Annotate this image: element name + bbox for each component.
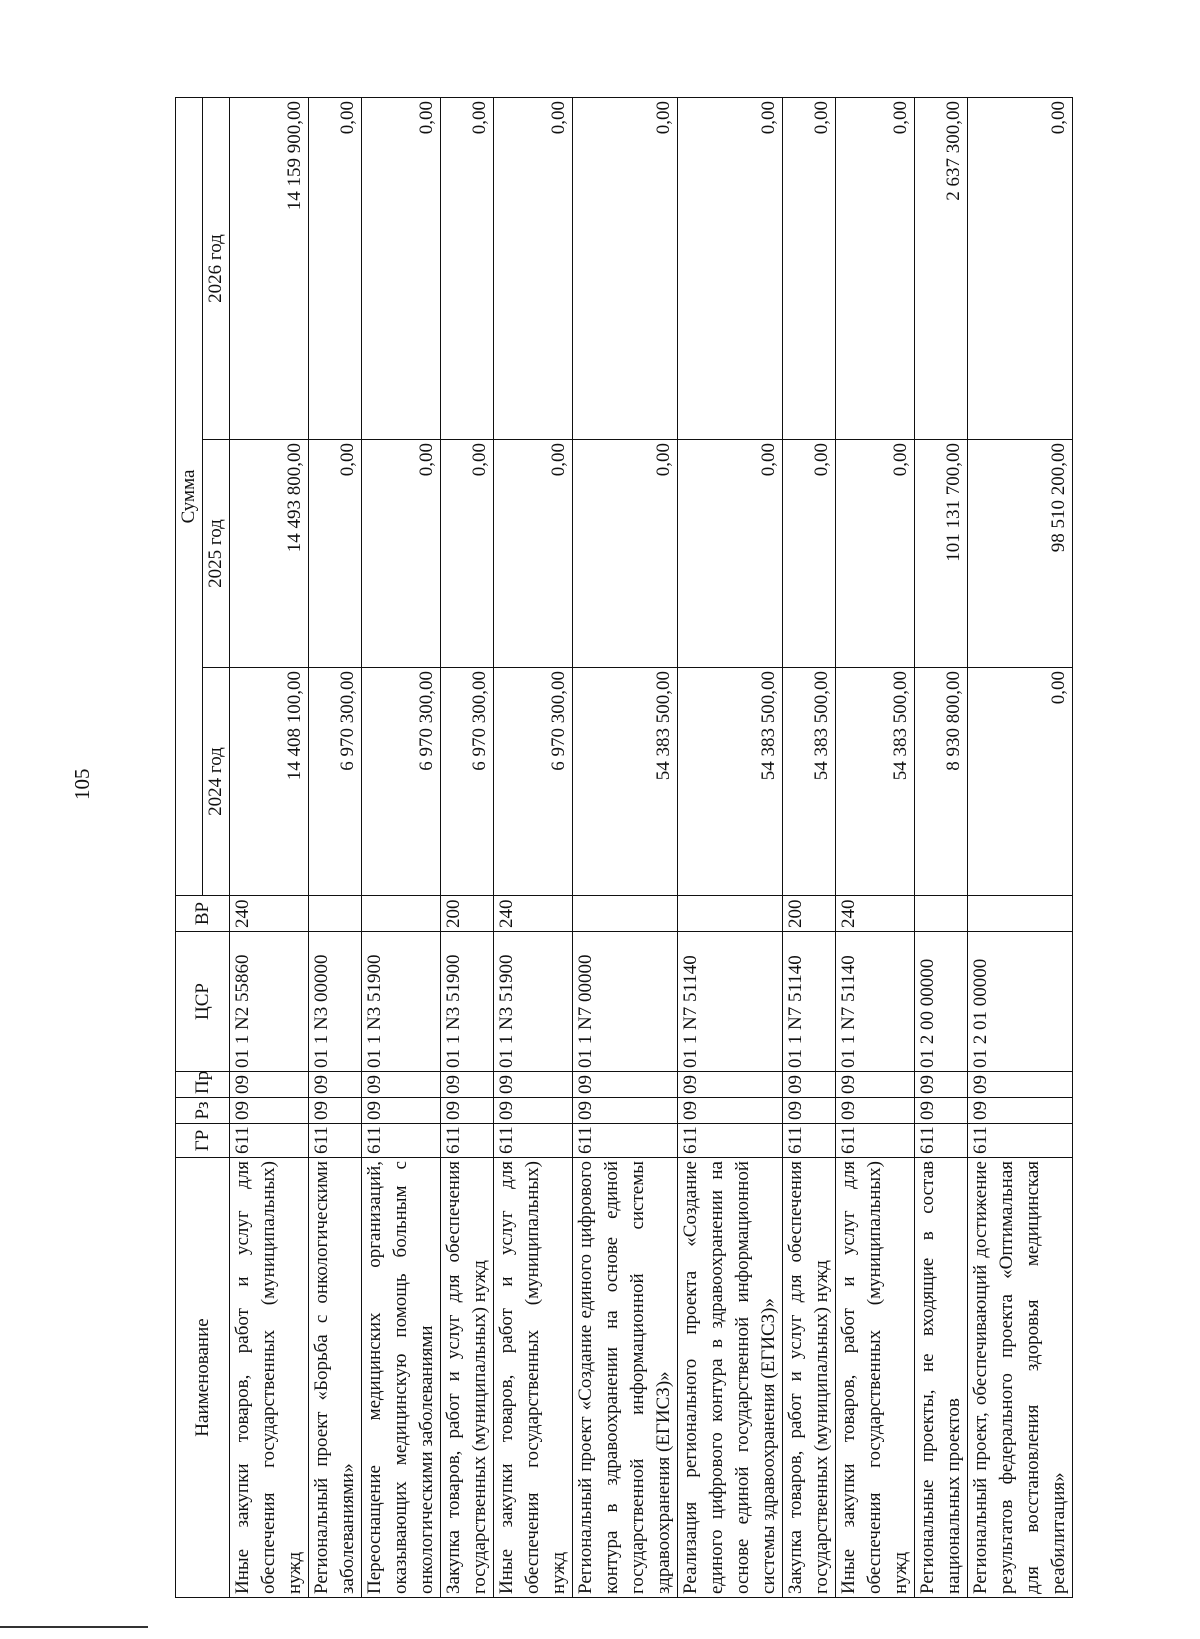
table-row xyxy=(783,97,836,1597)
row-2026: 0,00 xyxy=(362,97,441,439)
row-2024: 6 970 300,00 xyxy=(494,668,573,896)
row-2025: 0,00 xyxy=(678,440,783,668)
row-csr: 01 1 N3 51900 xyxy=(494,932,573,1072)
header-csr: ЦСР xyxy=(176,932,230,1072)
row-2026: 0,00 xyxy=(494,97,573,439)
table-row xyxy=(915,97,968,1597)
row-rz: 09 xyxy=(968,1098,1073,1124)
row-2026: 0,00 xyxy=(309,97,362,439)
row-rz: 09 xyxy=(915,1098,968,1124)
row-2024: 8 930 800,00 xyxy=(915,668,968,896)
row-pr: 09 xyxy=(494,1072,573,1098)
row-2025: 0,00 xyxy=(783,440,836,668)
row-gr: 611 xyxy=(915,1124,968,1158)
row-name: Закупка товаров, работ и услуг для обеспечения государственных (муниципальных) нужд xyxy=(441,1158,494,1598)
table-row xyxy=(230,97,309,1597)
table-row xyxy=(968,97,1073,1597)
header-vr: ВР xyxy=(176,896,230,932)
row-pr: 09 xyxy=(968,1072,1073,1098)
row-vr xyxy=(968,896,1073,932)
row-pr: 09 xyxy=(678,1072,783,1098)
row-csr: 01 1 N3 00000 xyxy=(309,932,362,1072)
row-pr: 09 xyxy=(441,1072,494,1098)
row-2026: 0,00 xyxy=(441,97,494,439)
row-name: Иные закупки товаров, работ и услуг для обеспечения государственных (муниципальных) нужд xyxy=(836,1158,915,1598)
row-rz: 09 xyxy=(441,1098,494,1124)
row-rz: 09 xyxy=(230,1098,309,1124)
row-2026: 0,00 xyxy=(783,97,836,439)
row-vr xyxy=(915,896,968,932)
row-csr: 01 1 N7 51140 xyxy=(783,932,836,1072)
row-csr: 01 1 N7 51140 xyxy=(836,932,915,1072)
row-2024: 6 970 300,00 xyxy=(309,668,362,896)
table-row xyxy=(836,97,915,1597)
row-2024: 54 383 500,00 xyxy=(836,668,915,896)
row-2026: 2 637 300,00 xyxy=(915,97,968,439)
row-gr: 611 xyxy=(678,1124,783,1158)
header-2024: 2024 год xyxy=(203,668,230,896)
row-csr: 01 1 N7 51140 xyxy=(678,932,783,1072)
row-gr: 611 xyxy=(783,1124,836,1158)
row-2026: 0,00 xyxy=(678,97,783,439)
row-csr: 01 1 N3 51900 xyxy=(362,932,441,1072)
row-rz: 09 xyxy=(494,1098,573,1124)
table-row xyxy=(678,97,783,1597)
row-csr: 01 1 N7 00000 xyxy=(573,932,678,1072)
row-name: Региональный проект «Борьба с онкологическими заболеваниями» xyxy=(309,1158,362,1598)
row-2025: 0,00 xyxy=(309,440,362,668)
row-vr: 240 xyxy=(836,896,915,932)
row-name: Реализация регионального проекта «Создание единого цифрового контура в здравоохранении на основе единой государственной информационной системы здравоохранения (ЕГИСЗ)» xyxy=(678,1158,783,1598)
row-gr: 611 xyxy=(494,1124,573,1158)
header-2025: 2025 год xyxy=(203,440,230,668)
row-rz: 09 xyxy=(362,1098,441,1124)
row-vr xyxy=(678,896,783,932)
table-row xyxy=(309,97,362,1597)
row-gr: 611 xyxy=(441,1124,494,1158)
row-rz: 09 xyxy=(836,1098,915,1124)
row-name: Региональный проект «Создание единого цифрового контура в здравоохранении на основе единой государственной информационной системы здравоохранения (ЕГИСЗ)» xyxy=(573,1158,678,1598)
row-pr: 09 xyxy=(362,1072,441,1098)
row-name: Закупка товаров, работ и услуг для обеспечения государственных (муниципальных) нужд xyxy=(783,1158,836,1598)
row-rz: 09 xyxy=(573,1098,678,1124)
row-2025: 0,00 xyxy=(836,440,915,668)
row-rz: 09 xyxy=(309,1098,362,1124)
page-number: 105 xyxy=(70,768,94,800)
row-gr: 611 xyxy=(968,1124,1073,1158)
row-pr: 09 xyxy=(573,1072,678,1098)
budget-table xyxy=(175,97,1073,1598)
row-name: Региональные проекты, не входящие в состав национальных проектов xyxy=(915,1158,968,1598)
row-name: Переоснащение медицинских организаций, оказывающих медицинскую помощь больным с онкологическими заболеваниями xyxy=(362,1158,441,1598)
row-2026: 14 159 900,00 xyxy=(230,97,309,439)
header-2026: 2026 год xyxy=(203,97,230,439)
row-gr: 611 xyxy=(230,1124,309,1158)
row-csr: 01 2 01 00000 xyxy=(968,932,1073,1072)
row-vr xyxy=(362,896,441,932)
row-2024: 54 383 500,00 xyxy=(678,668,783,896)
row-2025: 0,00 xyxy=(494,440,573,668)
row-vr: 200 xyxy=(441,896,494,932)
row-2025: 0,00 xyxy=(573,440,678,668)
row-vr: 240 xyxy=(230,896,309,932)
row-2025: 0,00 xyxy=(441,440,494,668)
row-2024: 0,00 xyxy=(968,668,1073,896)
row-2025: 101 131 700,00 xyxy=(915,440,968,668)
table-row xyxy=(573,97,678,1597)
row-pr: 09 xyxy=(836,1072,915,1098)
header-sum: Сумма xyxy=(176,97,203,895)
row-2026: 0,00 xyxy=(836,97,915,439)
row-2025: 98 510 200,00 xyxy=(968,440,1073,668)
row-csr: 01 1 N2 55860 xyxy=(230,932,309,1072)
row-gr: 611 xyxy=(836,1124,915,1158)
row-vr xyxy=(309,896,362,932)
row-rz: 09 xyxy=(783,1098,836,1124)
row-2026: 0,00 xyxy=(573,97,678,439)
row-2024: 54 383 500,00 xyxy=(783,668,836,896)
row-pr: 09 xyxy=(915,1072,968,1098)
row-2026: 0,00 xyxy=(968,97,1073,439)
row-2025: 14 493 800,00 xyxy=(230,440,309,668)
row-name: Региональный проект, обеспечивающий достижение результатов федерального проекта «Оптимальная для восстановления здоровья медицинская реабилитация» xyxy=(968,1158,1073,1598)
row-name: Иные закупки товаров, работ и услуг для обеспечения государственных (муниципальных) нужд xyxy=(230,1158,309,1598)
row-2024: 54 383 500,00 xyxy=(573,668,678,896)
budget-table-container xyxy=(175,98,1073,1598)
row-gr: 611 xyxy=(573,1124,678,1158)
row-2024: 14 408 100,00 xyxy=(230,668,309,896)
row-vr xyxy=(573,896,678,932)
header-gr: ГР xyxy=(176,1124,230,1158)
row-pr: 09 xyxy=(230,1072,309,1098)
table-row xyxy=(362,97,441,1597)
row-name: Иные закупки товаров, работ и услуг для обеспечения государственных (муниципальных) нужд xyxy=(494,1158,573,1598)
header-name: Наименование xyxy=(176,1158,230,1598)
header-pr: Пр xyxy=(176,1072,230,1098)
row-2025: 0,00 xyxy=(362,440,441,668)
row-2024: 6 970 300,00 xyxy=(362,668,441,896)
row-vr: 240 xyxy=(494,896,573,932)
row-gr: 611 xyxy=(362,1124,441,1158)
row-gr: 611 xyxy=(309,1124,362,1158)
table-row xyxy=(494,97,573,1597)
scan-edge-line xyxy=(0,1626,148,1628)
row-rz: 09 xyxy=(678,1098,783,1124)
row-pr: 09 xyxy=(309,1072,362,1098)
row-csr: 01 1 N3 51900 xyxy=(441,932,494,1072)
row-csr: 01 2 00 00000 xyxy=(915,932,968,1072)
header-rz: Рз xyxy=(176,1098,230,1124)
table-row xyxy=(441,97,494,1597)
row-pr: 09 xyxy=(783,1072,836,1098)
row-vr: 200 xyxy=(783,896,836,932)
row-2024: 6 970 300,00 xyxy=(441,668,494,896)
